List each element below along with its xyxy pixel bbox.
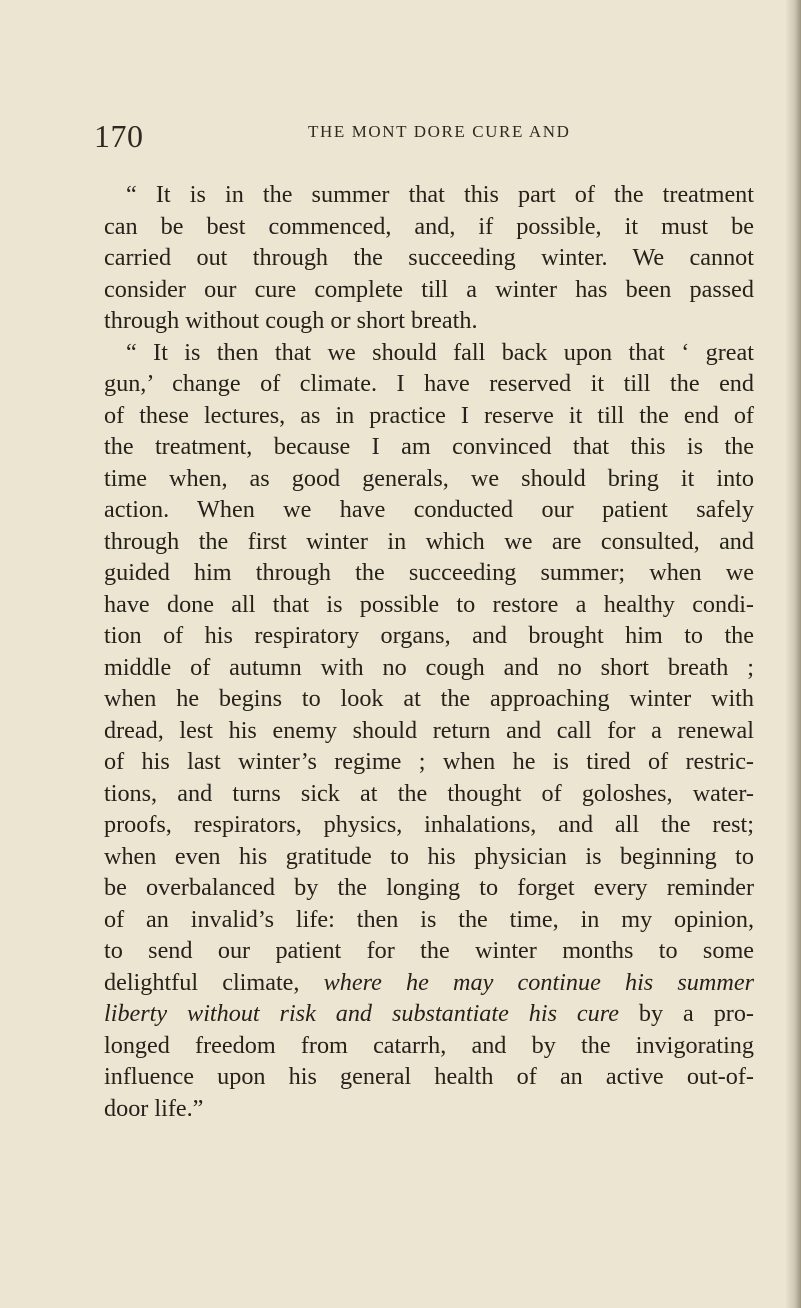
text-line-mixed [104,998,754,1030]
page-edge-shadow [785,0,801,1308]
text-line: “ It is then that we should fall back upon that ‘ great [126,338,754,366]
text-italic: where he may continue his summer [323,968,754,996]
text-line: proofs, respirators, physics, inhalations, and all the rest; [104,811,754,838]
text-line: carried out through the succeeding winter. We cannot [104,244,754,271]
text-line: have done all that is possible to restore a healthy condi- [104,590,754,618]
page-number: 170 [94,118,144,154]
text-roman: delightful climate, [104,968,324,996]
text-line: of these lectures, as in practice I reserve it till the end of [104,401,754,429]
text-line: can be best commenced, and, if possible, it must be [104,212,754,240]
running-head: THE MONT DORE CURE AND [308,122,571,141]
text-line: through the first winter in which we are consulted, and [104,527,754,555]
text-line: of his last winter’s regime ; when he is tired of restric- [104,748,754,775]
text-line: gun,’ change of climate. I have reserved it till the end [104,370,754,397]
text-line: guided him through the succeeding summer; when we [104,559,754,586]
text-line: dread, lest his enemy should return and call for a renewal [104,716,754,744]
text-line: action. When we have conducted our patient safely [104,496,754,523]
text-line: be overbalanced by the longing to forget every reminder [104,874,754,901]
text-line: when he begins to look at the approaching winter with [104,685,754,712]
text-line: influence upon his general health of an active out-of- [104,1063,754,1090]
text-line: to send our patient for the winter months to some [104,937,754,964]
text-line: of an invalid’s life: then is the time, in my opinion, [104,905,754,933]
text-line: middle of autumn with no cough and no short breath ; [104,653,754,681]
text-roman: by a pro- [619,1000,754,1027]
text-line: the treatment, because I am convinced that this is the [104,433,754,460]
text-line: time when, as good generals, we should bring it into [104,464,754,492]
text-line: through without cough or short breath. [104,307,478,334]
text-line: “ It is in the summer that this part of the treatment [126,181,754,208]
text-line: tions, and turns sick at the thought of goloshes, water- [104,779,754,807]
text-line-mixed [104,967,754,999]
text-italic: liberty without risk and substantiate his cure [104,1000,620,1027]
text-line: tion of his respiratory organs, and brought him to the [104,622,754,649]
text-line: door life.” [104,1094,204,1122]
text-line: consider our cure complete till a winter has been passed [104,275,754,303]
body-text [104,179,754,1124]
text-line: when even his gratitude to his physician is beginning to [104,842,754,870]
text-line: longed freedom from catarrh, and by the invigorating [104,1031,754,1059]
